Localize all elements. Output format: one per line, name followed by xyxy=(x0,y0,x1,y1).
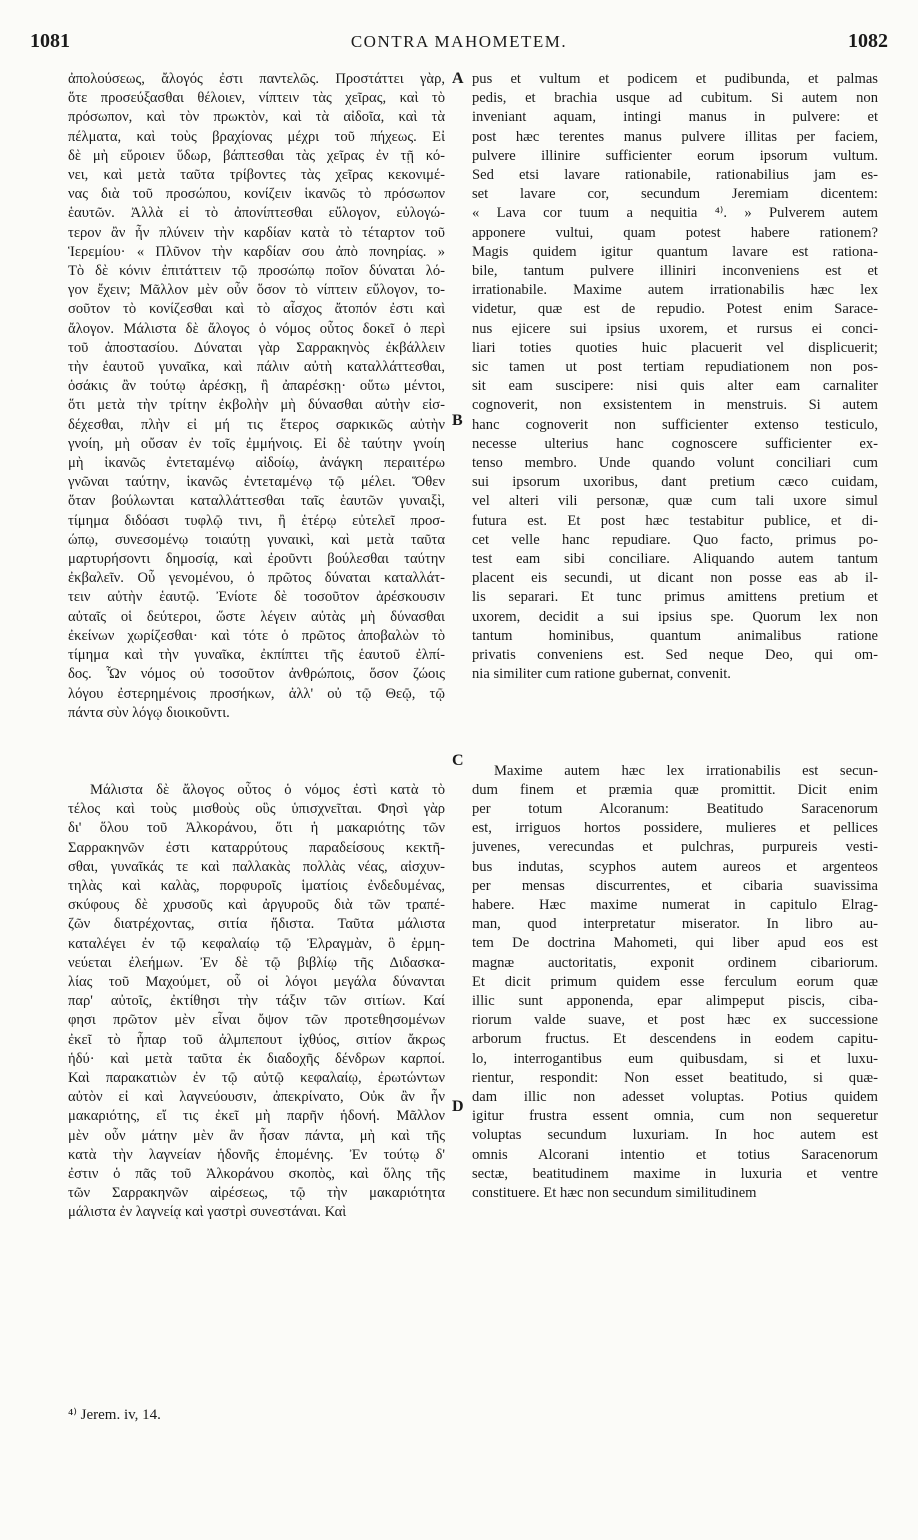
text-line: cet velle hanc repudiare. Quo facto, primus po- xyxy=(472,531,878,548)
text-line: Maxime autem hæc lex irrationabilis est secun- xyxy=(494,762,878,779)
text-line: test eam sibi conciliare. Aliquando autem tantum xyxy=(472,551,878,568)
text-line: habere. Hæc maxime numerat in capitulo Elrag- xyxy=(472,896,878,913)
text-line: μὲν οὖν μάτην μὲν ἂν ἦσαν πάντα, μὴ καὶ τῆς xyxy=(68,1127,445,1144)
text-line: μαρτυρήσοντι δημοσίᾳ, καὶ ἐροῦντι βούλεσθαι ταύτην xyxy=(68,551,445,568)
text-line: Σαρρακηνῶν ἐστι καταρρύτους παραδείσους κεκτῆ- xyxy=(68,839,445,856)
text-line: pus et vultum et podicem et pudibunda, et palmas xyxy=(472,71,878,87)
text-line: dam illic non adesset voluptas. Potius quidem xyxy=(472,1088,878,1105)
text-line: sui ipsorum uxoribus, dant pretium cæco cuidam, xyxy=(472,474,878,491)
text-line: futura est. Et post hæc testabitur publice, et di- xyxy=(472,512,878,529)
text-line: γον ἔχειν; Μᾶλλον μὲν οὖν ὅσον τὸ νίπτειν εὔλογον, το- xyxy=(68,282,445,299)
text-line: vel alteri vili personæ, quæ cum tali uxore simul xyxy=(472,493,878,510)
text-line: lo, interrogantibus eum quibusdam, si et luxu- xyxy=(472,1050,878,1067)
text-line: τειν αὐτὴν ἑαυτῷ. Ἐνίοτε δὲ τοσοῦτον ἀρέσκουσιν xyxy=(68,589,445,606)
text-line: γνοίη, μὴ οὔσαν ἐν τοῖς ἐμμήνοις. Εἰ δὲ ταύτην γνοίη xyxy=(68,435,445,452)
text-line: λίας τοῦ Μαχούμετ, οὗ οἱ λόγοι μεγάλα δύνανται xyxy=(68,973,445,990)
text-line: Τὸ δὲ κόνιν ἐπιτάττειν τῷ προσώπῳ ποῖον δύναται λό- xyxy=(68,263,445,280)
text-line: ἑαυτῶν. Ἀλλὰ εἰ τὸ ἀπονίπτεσθαι εὔλογον, εὐλογώ- xyxy=(68,205,445,222)
text-line: Ἱερεμίου· « Πλῦνον τὴν καρδίαν σου ἀπὸ πονηρίας. » xyxy=(68,243,445,260)
margin-marker-b: B xyxy=(452,412,463,429)
latin-paragraph-2 xyxy=(472,762,878,1204)
text-line: μακαριότης, εἴ τις ἐκεῖ μὴ παρῆν ἡδονή. Μᾶλλον xyxy=(68,1108,445,1125)
text-line: Magis quidem igitur quantum lavare est rationa- xyxy=(472,243,878,260)
text-line: tem De doctrina Mahometi, qui liber apud eos est xyxy=(472,935,878,952)
text-line: sic tamen ut post tertiam repudiationem non pos- xyxy=(472,359,878,376)
text-line: αὐταῖς οἱ δεύτεροι, ὥστε λέγειν αὐτὰς μὴ δύνασθαι xyxy=(68,608,445,625)
text-line: μὴ ἱκανῶς ἐντεταμένῳ αἰδοίῳ, ἀνάγκη περαιτέρω xyxy=(68,455,445,472)
text-line: uxorem, decidit a sui ipsius spe. Quorum lex non xyxy=(472,608,878,625)
text-line: μάλιστα ἐν λαγνείᾳ καὶ γαστρὶ συνεστάναι. Καὶ xyxy=(68,1204,347,1221)
text-line: τὴν ἑαυτοῦ γυναῖκα, καὶ πάλιν αὐτὴ καταλλάττεσθαι, xyxy=(68,359,445,376)
text-line: liari toties quoties huic placuerit vel displicuerit; xyxy=(472,339,878,356)
text-line: Et dicit primum quidem esse ferculum eorum quæ xyxy=(472,973,878,990)
text-line: τηλὰς καὶ καλὰς, πορφυροῖς ἱματίοις ἐνδεδυμένας, xyxy=(68,877,445,894)
text-line: nia similiter cum ratione gubernat, convenit. xyxy=(472,666,731,683)
text-line: nus ejicere sui ipsius uxorem, et rursus ei conci- xyxy=(472,320,878,337)
text-line: placent eis secundi, ut dicant non posse eas ab il- xyxy=(472,570,878,587)
text-line: λόγου ἐστερημένοις προσήκων, ἀλλ' οὐ τῷ Θεῷ, τῷ xyxy=(68,685,445,702)
text-line: apponere vultui, quam potest habere rationem? xyxy=(472,224,878,241)
text-line: νει, καὶ μετὰ ταῦτα τρίβοντες τὰς χεῖρας κεκονιμέ- xyxy=(68,167,445,184)
text-line: videtur, quæ est de repudio. Potest enim Sarace- xyxy=(472,301,878,318)
text-line: ἄλογον. Μάλιστα δὲ ἄλογος ὁ νόμος οὗτος δοκεῖ ὁ περὶ xyxy=(68,320,445,337)
greek-paragraph-1 xyxy=(68,70,445,723)
margin-marker-c: C xyxy=(452,752,464,769)
text-line: ἡδύ· καὶ μετὰ ταῦτα ἐκ διαδοχῆς δένδρων καρποί. xyxy=(68,1050,445,1067)
text-line: τίμημα καὶ τὴν γυναῖκα, ἐκπίπτει τῆς ἑαυτοῦ ἐλπί- xyxy=(68,647,445,664)
text-line: rientur, respondit: Non esset beatitudo, si quæ- xyxy=(472,1069,878,1086)
text-line: igitur frustra essent omnia, cum non sequeretur xyxy=(472,1108,878,1125)
text-line: man, quod interpretatur miserator. In libro au- xyxy=(472,916,878,933)
text-line: Καὶ παρακατιὼν ἐν τῷ αὐτῷ κεφαλαίῳ, ἐρωτώντων xyxy=(68,1069,445,1086)
text-line: riorum valde suave, et post hæc ex successione xyxy=(472,1012,878,1029)
text-line: σκύφους δὲ χρυσοῦς καὶ ἀργυροῦς διὰ τῶν τραπέ- xyxy=(68,897,445,914)
text-line: illic sunt apponenda, epar alimpeput piscis, ciba- xyxy=(472,992,878,1009)
text-line: est, irriguos hortos possidere, mulieres et pellices xyxy=(472,820,878,837)
text-line: τοῦ ἀποστασίου. Δύναται γὰρ Σαρρακηνὸς ἐκβάλλειν xyxy=(68,339,445,356)
text-line: sectæ, beatitudinem maxime in luxuria et ventre xyxy=(472,1165,878,1182)
text-line: pedis, et brachia usque ad cubitum. Si autem non xyxy=(472,90,878,107)
text-line: γνῶναι ταύτην, ἱκανῶς ἐντεταμένῳ τῷ μέλει. Ὅθεν xyxy=(68,474,445,491)
text-line: σθαι, γυναῖκάς τε καὶ παλλακὰς πολλὰς νέας, αἰσχυν- xyxy=(68,858,445,875)
text-line: ἐκείνων χωρίζεσθαι· καὶ τότε ὁ πρῶτος ἀποβαλὼν τὸ xyxy=(68,627,445,644)
text-line: σοῦτον τὸ κονίζεσθαι καὶ τὸ αἶσχος ἄτοπόν ἐστι καὶ xyxy=(68,301,445,318)
running-title: CONTRA MAHOMETEM. xyxy=(350,32,568,51)
greek-paragraph-2 xyxy=(68,781,445,1223)
text-line: καταλέγει ἐν τῷ κεφαλαίῳ τῷ Ἐλραγμὰν, ὃ ἑρμη- xyxy=(68,935,445,952)
margin-marker-d: D xyxy=(452,1098,464,1115)
text-line: irrationabile. Maxime autem irrationabilis hæc lex xyxy=(472,282,878,299)
text-line: πρόσωπον, καὶ τὸν πρωκτὸν, καὶ τὰ αἰδοῖα, καὶ τὰ xyxy=(68,109,445,126)
text-line: αὐτὸν εἰ καὶ λαγνεύουσιν, ἀπεκρίνατο, Οὐκ ἂν ἦν xyxy=(68,1089,445,1106)
text-line: τερον ἂν ἦν πλύνειν τὴν καρδίαν κατὰ τὸ τέταρτον τοῦ xyxy=(68,224,445,241)
text-line: arborum fructus. Et descendens in eodem capitu- xyxy=(472,1031,878,1048)
text-line: τίμημα διδόασι τυφλῷ τινι, ἢ ἑτέρῳ εὐτελεῖ προσ- xyxy=(68,512,445,529)
text-line: Μάλιστα δὲ ἄλογος οὗτος ὁ νόμος ἐστὶ κατὰ τὸ xyxy=(90,781,445,798)
latin-column xyxy=(472,70,878,1203)
text-line: bus indutas, scyphos autem aureos et argenteos xyxy=(472,858,878,875)
text-line: κατὰ τὴν λαγνείαν ἡδονῆς ἑπομένης. Ἐν τούτῳ δ' xyxy=(68,1146,445,1163)
text-line: νεύεται ἐλεήμων. Ἐν δὲ τῷ βιβλίῳ τῆς Διδασκα- xyxy=(68,954,445,971)
text-line: δος. Ὧν νόμος οὐ τοσοῦτον ἀνθρώποις, ὅσον ζώοις xyxy=(68,666,445,683)
margin-marker-a: A xyxy=(452,70,464,87)
text-line: hanc cognoverit non sufficienter extenso testiculo, xyxy=(472,416,878,433)
text-line: pulvere illinire sufficienter eorum ipsorum vultum. xyxy=(472,147,878,164)
text-line: inveniant aquam, intingi manus in pulvere: et xyxy=(472,109,878,126)
text-line: ὁσάκις ἂν τούτῳ ἀρέσκῃ, ἢ ἀπαρέσκῃ· οὕτω μέντοι, xyxy=(68,378,445,395)
text-line: ἐκεῖ τὸ ἧπαρ τοῦ ἀλμπεπουτ ἰχθύος, σιτίον ἄκρως xyxy=(68,1031,445,1048)
text-line: ὅταν βούλωνται καταλλάττεσθαι ταῖς ἑαυτῶν γυναιξὶ, xyxy=(68,493,445,510)
text-line: ἀπολούσεως, ἄλογός ἐστι παντελῶς. Προστάττει γὰρ, xyxy=(68,71,445,87)
footnote: ⁴⁾ Jerem. iv, 14. xyxy=(68,1407,161,1423)
text-line: πέλματα, καὶ τοὺς βραχίονας μέχρι τοῦ πήχεως. Εἰ xyxy=(68,128,445,145)
page-number-left: 1081 xyxy=(30,30,70,52)
text-line: ζῶν διατρέχοντας, σιτία ἥδιστα. Ταῦτα μάλιστα xyxy=(68,916,445,933)
text-line: privatis conveniens est. Sed neque Deo, qui om- xyxy=(472,647,878,664)
page-number-right: 1082 xyxy=(847,30,888,52)
text-line: δι' ὅλου τοῦ Ἀλκοράνου, ὅτι ἡ μακαριότης τῶν xyxy=(68,820,445,837)
text-line: bile, tantum pulvere illiniri inconveniens est et xyxy=(472,263,878,280)
greek-column xyxy=(68,70,445,1223)
text-line: Sed etsi lavare rationabile, rationabilius jam es- xyxy=(472,167,878,184)
text-line: ἐκβαλεῖν. Οὗ γενομένου, ὁ πρῶτος δύναται καταλλάτ- xyxy=(68,570,445,587)
text-line: φησι πρῶτον μὲν εἶναι ὄψον τῶν προτεθησομένων xyxy=(68,1012,445,1029)
text-line: cognoverit, non exsistentem in menstruis. Si autem xyxy=(472,397,878,414)
text-line: ἐστιν ὁ πᾶς τοῦ Ἀλκοράνου σκοπὸς, καὶ ὅλης τῆς xyxy=(68,1165,445,1182)
text-line: necesse ulterius hanc cognoscere sufficienter ex- xyxy=(472,435,878,452)
latin-paragraph-1 xyxy=(472,70,878,685)
text-line: « Lava cor tuum a nequitia ⁴⁾. » Pulverem autem xyxy=(472,205,878,222)
text-line: juvenes, verecundas et pulchras, purpureis vesti- xyxy=(472,839,878,856)
text-line: voluptas secundum luxuriam. In hoc autem est xyxy=(472,1127,878,1144)
text-line: tenso membro. Unde quando volunt conciliari cum xyxy=(472,455,878,472)
text-line: lis separari. Et tunc primus amittens pretium et xyxy=(472,589,878,606)
text-line: παρ' αὐτοῖς, ἐκτίθησι τὴν τάξιν τῶν σιτίων. Καί xyxy=(68,993,445,1010)
text-line: δὲ μὴ εὕροιεν ὕδωρ, βάπτεσθαι τὰς χεῖρας ἐν τῇ κό- xyxy=(68,147,445,164)
text-line: set lavare cor, secundum Jeremiam dicentem: xyxy=(472,186,878,203)
text-line: per totum Alcoranum: Beatitudo Saracenorum xyxy=(472,800,878,817)
text-line: post hæc terentes manus pulvere illitas per faciem, xyxy=(472,128,878,145)
text-line: νας διὰ τοῦ προσώπου, κονίζειν ἱκανῶς τὸ πρόσωπον xyxy=(68,186,445,203)
text-line: constituere. Et hæc non secundum similitudinem xyxy=(472,1184,757,1201)
text-line: πάντα σὺν λόγῳ διοικοῦντι. xyxy=(68,704,230,721)
text-line: ώπῳ, συνεσομένῳ τοιαύτῃ γυναικὶ, καὶ μετὰ ταῦτα xyxy=(68,531,445,548)
text-line: per mensas discurrentes, et cibaria suavissima xyxy=(472,877,878,894)
text-line: sit eam suscipere: nisi quis alter eam carnaliter xyxy=(472,378,878,395)
text-line: τέλος καὶ τοὺς μισθοὺς οὓς ὑπισχνεῖται. Φησὶ γὰρ xyxy=(68,801,445,818)
text-line: dum finem et præmia quæ promittit. Dicit enim xyxy=(472,781,878,798)
text-line: ὅτε προσεύξασθαι θέλοιεν, νίπτειν τὰς χεῖρας, καὶ τὸ xyxy=(68,90,445,107)
text-line: δέχεσθαι, πλὴν εἰ μή τις ἕτερος σαρκικῶς αὐτὴν xyxy=(68,416,445,433)
text-line: ὅτι μετὰ τὴν τρίτην ἐκβολὴν μὴ δύνασθαι αὐτὴν εἰσ- xyxy=(68,397,445,414)
text-line: magnæ auctoritatis, exponit ordinem cibariorum. xyxy=(472,954,878,971)
text-line: tantum hominibus, quantum animalibus ratione xyxy=(472,627,878,644)
page-header xyxy=(30,30,888,60)
text-line: omnis Alcorani intentio et totius Saracenorum xyxy=(472,1146,878,1163)
text-line: τῶν Σαρρακηνῶν αἱρέσεως, τῷ τὴν μακαριότητα xyxy=(68,1185,445,1202)
